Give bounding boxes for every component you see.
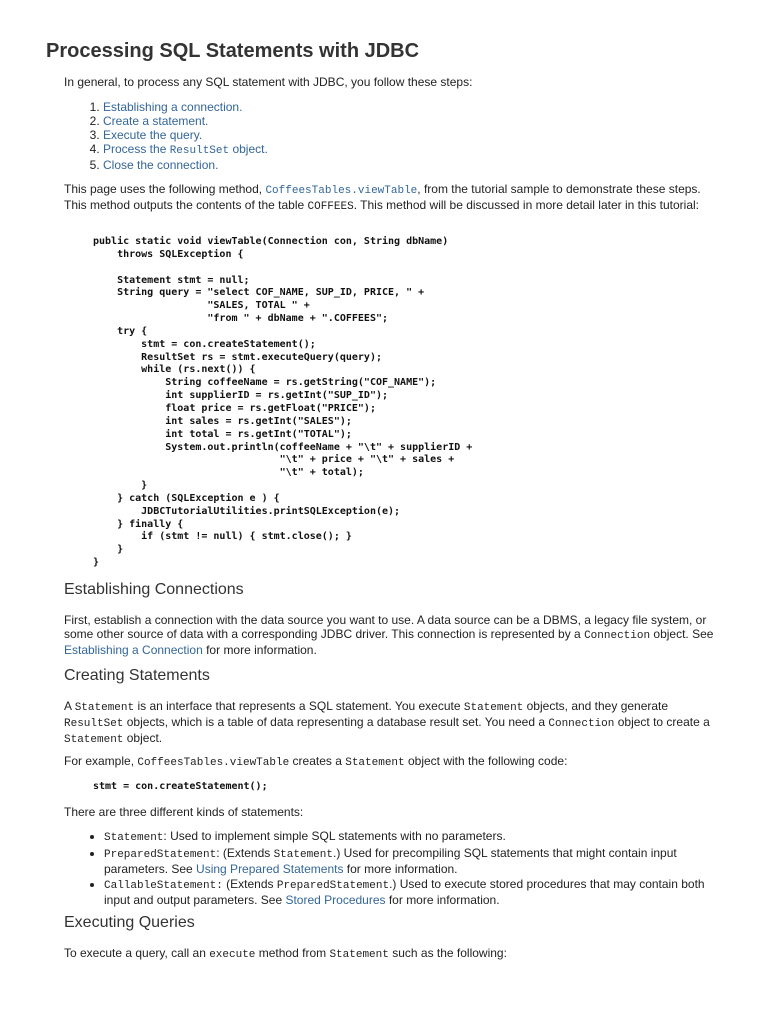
text-run: First, establish a connection with the data source you want to use. A data source can be a DBMS, a legacy file system, or some other source of data with a corresponding JDBC driver. This connection is represented by a [64,613,707,641]
text-run: object. [123,731,163,745]
inline-code: execute [209,949,256,961]
method-paragraph [64,182,724,214]
inline-code: ResultSet [64,718,124,730]
list-item [103,114,268,128]
inline-code: PreparedStatement [104,849,217,861]
list-item [103,158,268,172]
inline-code: Statement [104,832,164,844]
text-run: creates a [289,754,346,768]
text-run: This page uses the following method, [64,182,266,196]
heading-establishing-connections: Establishing Connections [64,581,244,598]
step-link-connection[interactable]: Establishing a connection. [103,100,243,114]
inline-code: Statement [329,949,389,961]
text-run: A [64,699,75,713]
step-link-resultset[interactable] [103,142,268,156]
inline-code: Connection [584,630,651,642]
code-block-create-statement: stmt = con.createStatement(); [93,781,268,792]
text-run: for more information. [385,893,500,907]
text-run: method from [255,946,330,960]
steps-list [64,100,268,172]
viewtable-code-link[interactable]: CoffeesTables.viewTable [265,185,418,197]
inline-code: Statement [273,849,333,861]
list-item [103,128,268,142]
inline-code: Statement [74,702,135,714]
statements-paragraph-3: There are three different kinds of statements: [64,805,304,819]
prepared-statements-link[interactable]: Using Prepared Statements [196,862,344,876]
statements-paragraph-1 [64,699,724,747]
text-run: objects, which is a table of data representing a database result set. You need a [123,715,549,729]
step-link-close[interactable]: Close the connection. [103,158,219,172]
list-item [103,142,268,158]
text-run: object. See [650,627,714,641]
text-run: For example, [64,754,138,768]
statement-kinds-list [64,829,724,908]
code-block-viewtable: public static void viewTable(Connection con, String dbName) throws SQLException { Statement stmt = null; String query = "select COF_NAME, SUP_ID, PRICE, " + "SALES, TOTAL " + "from " + dbName + ".COFFEES"; try { stmt = con.createStatement(); ResultSet rs = stmt.executeQuery(query); while (rs.next()) { String coffeeName = rs.getString("COF_NAME"); int supplierID = rs.getInt("SUP_ID"); float price = rs.getFloat("PRICE"); int sales = rs.getInt("SALES"); int total = rs.getInt("TOTAL"); System.out.println(coffeeName + "\t" + supplierID + "\t" + price + "\t" + sales + "\t" + total); } } catch (SQLException e ) { JDBCTutorialUtilities.printSQLException(e); } finally { if (stmt != null) { stmt.close(); } } } [93,236,473,569]
text-run: . This method will be discussed in more detail later in this tutorial: [353,198,699,212]
text-run: object to create a [614,715,710,729]
statements-paragraph-2 [64,754,724,770]
text-run: , from the tutorial sample to demonstrate these steps. This method outputs the contents of the table [64,182,701,212]
text-run: : Used to implement simple SQL statements with no parameters. [163,829,506,843]
inline-code: Statement [64,734,124,746]
intro-paragraph: In general, to process any SQL statement with JDBC, you follow these steps: [64,75,473,89]
inline-code: COFFEES [307,201,354,213]
text-run: objects, and they generate [523,699,669,713]
inline-code: Statement [345,757,405,769]
stored-procedures-link[interactable]: Stored Procedures [285,893,386,907]
list-item [104,846,724,876]
text-run: object with the following code: [404,754,568,768]
heading-creating-statements: Creating Statements [64,667,210,684]
step-link-resultset-code: ResultSet [169,145,230,157]
text-run: : (Extends [216,846,274,860]
inline-code: Connection [548,718,615,730]
list-item [104,829,724,845]
establishing-connection-link[interactable]: Establishing a Connection [64,643,203,657]
step-link-query[interactable]: Execute the query. [103,128,203,142]
step-link-resultset-post: object. [229,142,268,156]
list-item [104,877,724,907]
step-link-statement[interactable]: Create a statement. [103,114,209,128]
text-run: To execute a query, call an [64,946,210,960]
text-run: is an interface that represents a SQL statement. You execute [134,699,464,713]
inline-code: CoffeesTables.viewTable [137,757,290,769]
heading-executing-queries: Executing Queries [64,914,195,931]
text-run: (Extends [222,877,277,891]
text-run: .) Used to execute stored procedures that may contain both input and output parameters. See [104,877,705,907]
inline-code: PreparedStatement [276,880,390,892]
connections-paragraph [64,613,724,657]
list-item [103,100,268,114]
text-run: for more information. [343,862,458,876]
inline-code: CallableStatement: [104,880,223,892]
text-run: .) Used for precompiling SQL statements that might contain input parameters. See [104,846,677,876]
text-run: such as the following: [388,946,507,960]
inline-code: Statement [463,702,524,714]
text-run: for more information. [202,643,317,657]
page-title: Processing SQL Statements with JDBC [46,40,420,62]
step-link-resultset-pre: Process the [103,142,170,156]
queries-paragraph [64,946,724,962]
